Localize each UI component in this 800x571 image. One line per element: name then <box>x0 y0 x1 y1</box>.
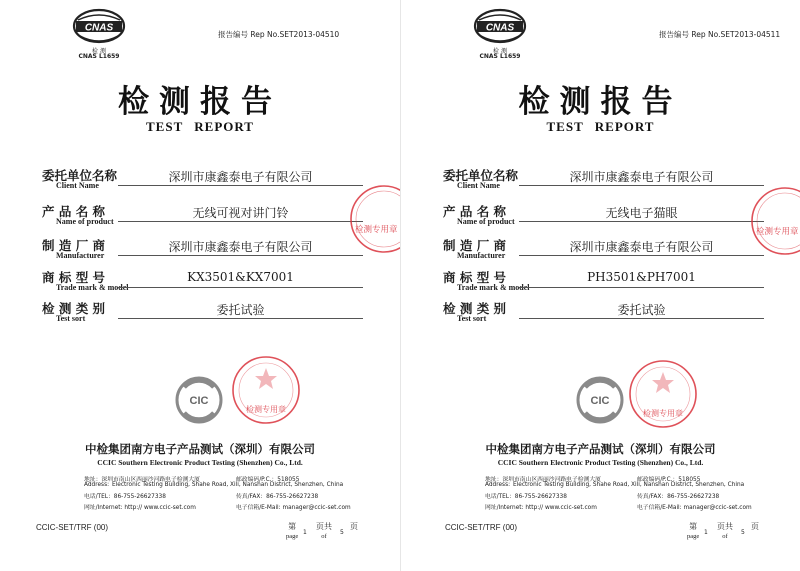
svg-text:检测专用章: 检测专用章 <box>246 405 286 414</box>
field-label-cn: 委托单位名称 <box>443 168 519 183</box>
svg-text:CIC: CIC <box>590 395 610 407</box>
field-label-en: Trade mark & model <box>457 283 530 292</box>
page-label <box>687 521 699 540</box>
page-total: 5 <box>741 529 745 536</box>
address-en: Electronic Testing Building, Shahe Road, Xili, Nanshan District, Shenzhen, China <box>112 482 344 488</box>
address-en-label: Address: <box>84 482 110 488</box>
field-underline <box>118 221 363 222</box>
company-seal-icon <box>627 358 699 430</box>
field-underline <box>118 185 363 186</box>
field-underline <box>519 287 764 288</box>
website-link[interactable]: 网址/Internet: http:// www.ccic-set.com <box>485 505 597 511</box>
field-underline <box>118 287 363 288</box>
web-row <box>84 502 351 511</box>
web-row <box>485 502 752 511</box>
page-total-label <box>717 521 733 540</box>
logo-code: CNAS L1659 <box>479 53 521 60</box>
field-label-en: Trade mark & model <box>56 283 129 292</box>
cic-logo-icon <box>573 374 627 426</box>
address-cn: 地址：深圳市南山区西丽沙河路电子检测大厦 <box>84 477 200 483</box>
logo-code: CNAS L1659 <box>78 53 120 60</box>
contact-row <box>485 491 720 500</box>
page-total: 5 <box>340 529 344 536</box>
page-total-label <box>316 521 332 540</box>
form-code: CCIC-SET/TRF (00) <box>445 523 517 532</box>
postcode: 邮政编码/P.C.：518055 <box>637 477 701 483</box>
page-label-en: page <box>286 533 299 540</box>
field-value: PH3501&PH7001 <box>587 270 696 284</box>
report-page-right <box>400 0 800 571</box>
email-link[interactable]: 电子信箱/E-Mail: manager@ccic-set.com <box>236 505 351 511</box>
field-value: 深圳市康鑫泰电子有限公司 <box>168 240 313 254</box>
field-label-cn: 检 测 类 别 <box>42 301 106 316</box>
field-label-en: Client Name <box>56 181 99 190</box>
org-name-en: CCIC Southern Electronic Product Testing (Shenzhen) Co., Ltd. <box>97 458 303 467</box>
address-en-row <box>485 482 745 488</box>
form-code: CCIC-SET/TRF (00) <box>36 523 108 532</box>
field-underline <box>519 255 764 256</box>
field-label-cn: 产 品 名 称 <box>42 204 106 219</box>
page-label <box>286 521 298 540</box>
postcode: 邮政编码/P.C.：518055 <box>236 477 300 483</box>
inspection-stamp-icon <box>749 185 800 257</box>
page-current: 1 <box>303 529 307 536</box>
report-number: 报告编号 Rep No.SET2013-04510 <box>218 30 340 39</box>
field-label-en: Manufacturer <box>56 251 105 260</box>
field-label-cn: 产 品 名 称 <box>443 204 507 219</box>
field-underline <box>519 221 764 222</box>
field-value: 深圳市康鑫泰电子有限公司 <box>569 240 714 254</box>
company-seal-icon <box>230 354 302 426</box>
field-value: 委托试验 <box>617 303 666 317</box>
total-label-en: of <box>321 533 327 540</box>
field-value: 无线可视对讲门铃 <box>192 206 289 220</box>
page-current: 1 <box>704 529 708 536</box>
field-label-en: Test sort <box>56 314 86 323</box>
website-link[interactable]: 网址/Internet: http:// www.ccic-set.com <box>84 505 196 511</box>
email-link[interactable]: 电子信箱/E-Mail: manager@ccic-set.com <box>637 505 752 511</box>
logo-sub-text: 检 测 <box>92 48 106 55</box>
contact-row <box>84 491 319 500</box>
address-en: Electronic Testing Building, Shahe Road, Xili, Nanshan District, Shenzhen, China <box>513 482 745 488</box>
field-value: 无线电子猫眼 <box>605 206 678 220</box>
field-value: 深圳市康鑫泰电子有限公司 <box>168 170 313 184</box>
org-name-cn: 中检集团南方电子产品测试（深圳）有限公司 <box>85 442 315 456</box>
page-label-cn: 第 <box>288 522 297 531</box>
address-cn: 地址：深圳市南山区西丽沙河路电子检测大厦 <box>485 477 601 483</box>
address-en-label: Address: <box>485 482 511 488</box>
fax: 传真/FAX：86-755-26627238 <box>637 494 720 500</box>
fax: 传真/FAX：86-755-26627238 <box>236 494 319 500</box>
field-label-cn: 委托单位名称 <box>42 168 118 183</box>
page-label-en: page <box>687 533 700 540</box>
org-name-cn: 中检集团南方电子产品测试（深圳）有限公司 <box>485 442 716 456</box>
field-label-cn: 商 标 型 号 <box>443 270 507 285</box>
svg-text:检测专用章: 检测专用章 <box>756 227 799 237</box>
report-number: 报告编号 Rep No.SET2013-04511 <box>659 30 781 39</box>
field-underline <box>118 318 363 319</box>
field-label-en: Name of product <box>56 217 114 226</box>
tel: 电话/TEL：86-755-26627338 <box>485 494 567 500</box>
field-label-cn: 制 造 厂 商 <box>42 238 106 253</box>
field-label-cn: 商 标 型 号 <box>42 270 106 285</box>
page-end-label: 页 <box>350 522 358 531</box>
title-chinese: 检测报告 <box>518 84 683 120</box>
field-label-en: Test sort <box>457 314 487 323</box>
field-label-cn: 检 测 类 别 <box>443 301 507 316</box>
svg-text:检测专用章: 检测专用章 <box>643 409 683 418</box>
field-value: 委托试验 <box>216 303 265 317</box>
field-underline <box>118 255 363 256</box>
logo-sub-text: 检 测 <box>493 48 507 55</box>
title-chinese: 检测报告 <box>118 84 282 120</box>
field-label-en: Name of product <box>457 217 515 226</box>
org-name-en: CCIC Southern Electronic Product Testing (Shenzhen) Co., Ltd. <box>497 458 704 467</box>
total-label-cn: 页共 <box>316 522 332 531</box>
field-value: 深圳市康鑫泰电子有限公司 <box>569 170 714 184</box>
title-english: TEST REPORT <box>546 119 655 134</box>
cic-logo-icon <box>172 374 226 426</box>
field-underline <box>519 185 764 186</box>
field-label-en: Client Name <box>457 181 500 190</box>
field-value: KX3501&KX7001 <box>187 270 294 284</box>
field-label-en: Manufacturer <box>457 251 506 260</box>
total-label-cn: 页共 <box>717 522 733 531</box>
field-label-cn: 制 造 厂 商 <box>443 238 507 253</box>
total-label-en: of <box>722 533 728 540</box>
svg-text:CNAS: CNAS <box>485 22 515 34</box>
tel: 电话/TEL：86-755-26627338 <box>84 494 166 500</box>
field-underline <box>519 318 764 319</box>
page-end-label: 页 <box>751 522 759 531</box>
svg-text:检测专用章: 检测专用章 <box>355 225 398 235</box>
page-label-cn: 第 <box>689 522 698 531</box>
title-english: TEST REPORT <box>146 119 254 134</box>
svg-text:CIC: CIC <box>189 395 209 407</box>
address-en-row <box>84 482 344 488</box>
inspection-stamp-icon <box>348 183 400 255</box>
svg-text:CNAS: CNAS <box>84 22 114 34</box>
